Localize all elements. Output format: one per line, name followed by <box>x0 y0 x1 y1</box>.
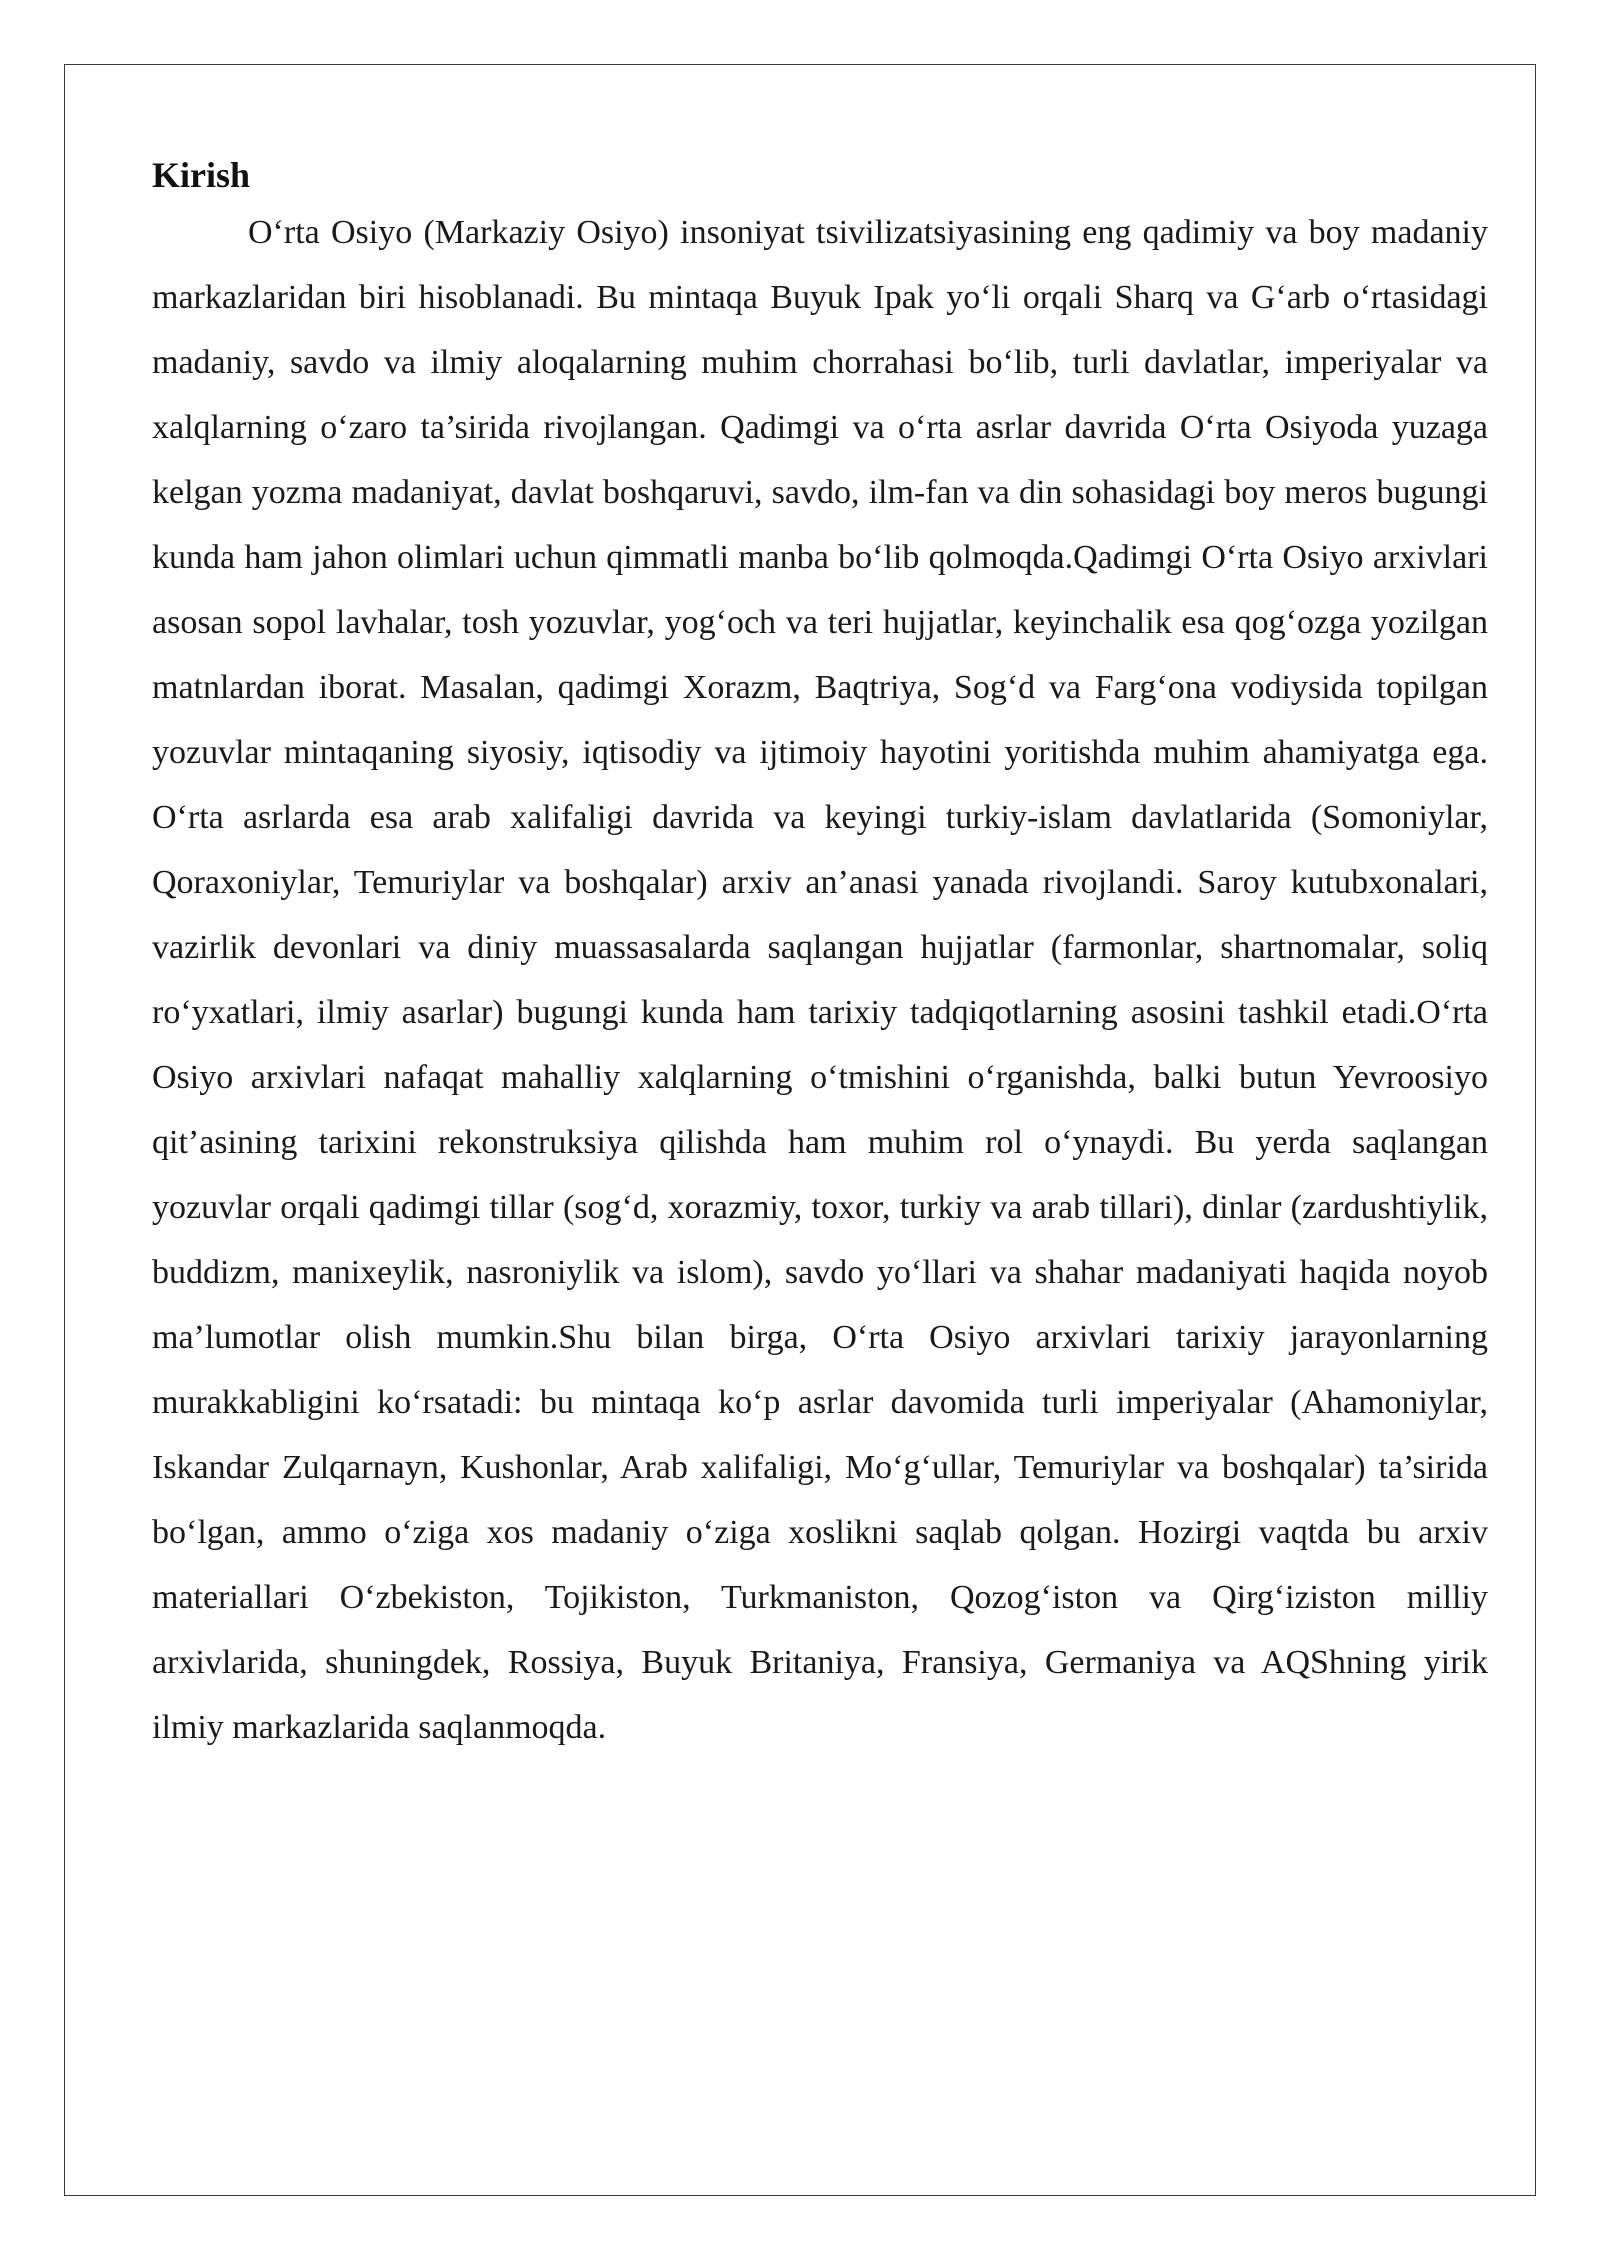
section-heading: Kirish <box>152 155 251 195</box>
body-paragraph: O‘rta Osiyo (Markaziy Osiyo) insoniyat tsivilizatsiyasining eng qadimiy va boy madaniy markazlaridan biri hisoblanadi. Bu mintaqa Buyuk Ipak yo‘li orqali Sharq va G‘arb o‘rtasidagi madaniy, savdo va ilmiy aloqalarning muhim chorrahasi bo‘lib, turli davlatlar, imperiyalar va xalqlarning o‘zaro ta’sirida rivojlangan. Qadimgi va o‘rta asrlar davrida O‘rta Osiyoda yuzaga kelgan yozma madaniyat, davlat boshqaruvi, savdo, ilm-fan va din sohasidagi boy meros bugungi kunda ham jahon olimlari uchun qimmatli manba bo‘lib qolmoqda.Qadimgi O‘rta Osiyo arxivlari asosan sopol lavhalar, tosh yozuvlar, yog‘och va teri hujjatlar, keyinchalik esa qog‘ozga yozilgan matnlardan iborat. Masalan, qadimgi Xorazm, Baqtriya, Sog‘d va Farg‘ona vodiysida topilgan yozuvlar mintaqaning siyosiy, iqtisodiy va ijtimoiy hayotini yoritishda muhim ahamiyatga ega. O‘rta asrlarda esa arab xalifaligi davrida va keyingi turkiy-islam davlatlarida (Somoniylar, Qoraxoniylar, Temuriylar va boshqalar) arxiv an’anasi yanada rivojlandi. Saroy kutubxonalari, vazirlik devonlari va diniy muassasalarda saqlangan hujjatlar (farmonlar, shartnomalar, soliq ro‘yxatlari, ilmiy asarlar) bugungi kunda ham tarixiy tadqiqotlarning asosini tashkil etadi.O‘rta Osiyo arxivlari nafaqat mahalliy xalqlarning o‘tmishini o‘rganishda, balki butun Yevroosiyo qit’asining tarixini rekonstruksiya qilishda ham muhim rol o‘ynaydi. Bu yerda saqlangan yozuvlar orqali qadimgi tillar (sog‘d, xorazmiy, toxor, turkiy va arab tillari), dinlar (zardushtiylik, buddizm, manixeylik, nasroniylik va islom), savdo yo‘llari va shahar madaniyati haqida noyob ma’lumotlar olish mumkin.Shu bilan birga, O‘rta Osiyo arxivlari tarixiy jarayonlarning murakkabligini ko‘rsatadi: bu mintaqa ko‘p asrlar davomida turli imperiyalar (Ahamoniylar, Iskandar Zulqarnayn, Kushonlar, Arab xalifaligi, Mo‘g‘ullar, Temuriylar va boshqalar) ta’sirida bo‘lgan, ammo o‘ziga xos madaniy o‘ziga xoslikni saqlab qolgan. Hozirgi vaqtda bu arxiv materiallari O‘zbekiston, Tojikiston, Turkmaniston, Qozog‘iston va Qirg‘iziston milliy arxivlarida, shuningdek, Rossiya, Buyuk Britaniya, Fransiya, Germaniya va AQShning yirik ilmiy markazlarida saqlanmoqda. <box>152 214 1488 1746</box>
document-body <box>152 150 1488 1760</box>
